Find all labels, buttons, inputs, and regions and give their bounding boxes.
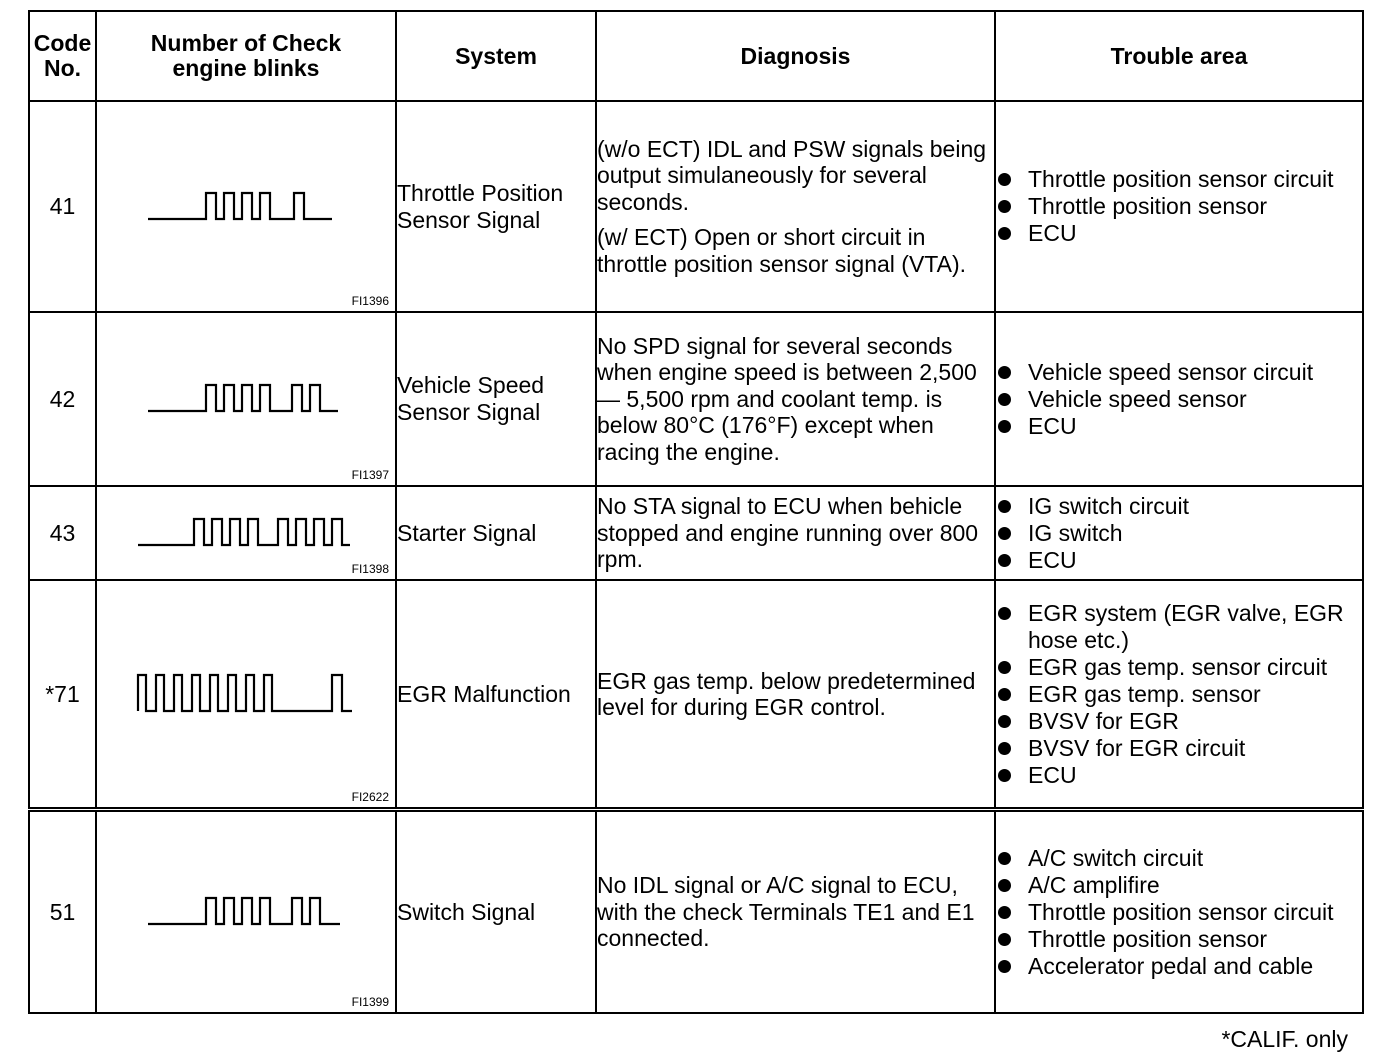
system-name: Throttle Position Sensor Signal: [396, 101, 596, 312]
header-system: System: [396, 11, 596, 101]
blink-waveform: [146, 187, 346, 227]
header-blinks: Number of Check engine blinks: [96, 11, 396, 101]
code-number: 41: [29, 101, 96, 312]
trouble-item: Throttle position sensor circuit: [996, 166, 1362, 193]
diagnosis: EGR gas temp. below predetermined level for during EGR control.: [596, 580, 995, 810]
table-row: [29, 810, 1363, 1014]
trouble-item: EGR system (EGR valve, EGR hose etc.): [996, 600, 1362, 654]
diagnosis-without-ect: (w/o ECT) IDL and PSW signals being output simulaneously for several seconds.: [597, 135, 987, 215]
figure-code: FI1397: [351, 468, 389, 482]
diagnosis: No SPD signal for several seconds when engine speed is between 2,500 — 5,500 rpm and coolant temp. is below 80°C (176°F) except when racing the engine.: [596, 312, 995, 486]
trouble-item: BVSV for EGR circuit: [996, 735, 1362, 762]
system-name: Starter Signal: [396, 486, 596, 580]
figure-code: FI1396: [351, 294, 389, 308]
trouble-item: ECU: [996, 547, 1362, 574]
trouble-item: Throttle position sensor: [996, 193, 1362, 220]
table-row: [29, 580, 1363, 810]
trouble-item: ECU: [996, 220, 1362, 247]
diagnosis-with-ect: (w/ ECT) Open or short circuit in throttle position sensor signal (VTA).: [597, 224, 967, 277]
header-row: [29, 11, 1363, 101]
trouble-item: A/C switch circuit: [996, 845, 1362, 872]
blink-waveform: [136, 669, 356, 719]
trouble-area: [995, 101, 1363, 312]
code-number: 42: [29, 312, 96, 486]
table-row: [29, 486, 1363, 580]
header-trouble-area: Trouble area: [995, 11, 1363, 101]
figure-code: FI1399: [351, 995, 389, 1009]
trouble-area: [995, 580, 1363, 810]
trouble-item: A/C amplifire: [996, 872, 1362, 899]
header-code-no: Code No.: [29, 11, 96, 101]
table-row: [29, 312, 1363, 486]
blink-waveform: [146, 892, 346, 932]
code-number: *71: [29, 580, 96, 810]
table-row: [29, 101, 1363, 312]
trouble-item: EGR gas temp. sensor circuit: [996, 654, 1362, 681]
system-name: Switch Signal: [396, 810, 596, 1014]
trouble-area: [995, 810, 1363, 1014]
trouble-item: ECU: [996, 762, 1362, 789]
code-number: 43: [29, 486, 96, 580]
diagnosis: [596, 101, 995, 312]
header-diagnosis: Diagnosis: [596, 11, 995, 101]
trouble-code-table: [28, 10, 1364, 1014]
code-number: 51: [29, 810, 96, 1014]
blink-pattern: [96, 810, 396, 1014]
trouble-item: Throttle position sensor circuit: [996, 899, 1362, 926]
blink-pattern: [96, 580, 396, 810]
trouble-item: Vehicle speed sensor circuit: [996, 359, 1362, 386]
blink-waveform: [146, 379, 346, 419]
trouble-item: IG switch: [996, 520, 1362, 547]
blink-waveform: [136, 513, 356, 553]
footnote: *CALIF. only: [1221, 1026, 1348, 1052]
blink-pattern: [96, 101, 396, 312]
diagnosis: No STA signal to ECU when behicle stopped and engine running over 800 rpm.: [596, 486, 995, 580]
figure-code: FI1398: [351, 562, 389, 576]
trouble-item: Accelerator pedal and cable: [996, 953, 1362, 980]
trouble-item: Vehicle speed sensor: [996, 386, 1362, 413]
trouble-item: EGR gas temp. sensor: [996, 681, 1362, 708]
trouble-item: BVSV for EGR: [996, 708, 1362, 735]
blink-pattern: [96, 312, 396, 486]
trouble-item: IG switch circuit: [996, 493, 1362, 520]
system-name: EGR Malfunction: [396, 580, 596, 810]
trouble-item: ECU: [996, 413, 1362, 440]
blink-pattern: [96, 486, 396, 580]
trouble-area: [995, 486, 1363, 580]
diagnosis: No IDL signal or A/C signal to ECU, with the check Terminals TE1 and E1 connected.: [596, 810, 995, 1014]
figure-code: FI2622: [351, 790, 389, 804]
trouble-item: Throttle position sensor: [996, 926, 1362, 953]
system-name: Vehicle Speed Sensor Signal: [396, 312, 596, 486]
trouble-area: [995, 312, 1363, 486]
